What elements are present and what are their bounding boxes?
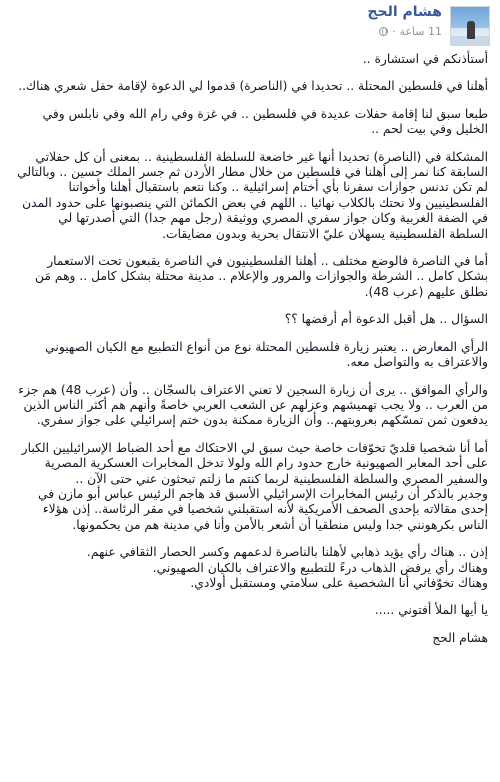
paragraph-2: أهلنا في فلسطين المحتلة .. تحديدا في (الناصرة) قدموا لي الدعوة لإقامة حفل شعري هناك.. [18,79,488,94]
meta-separator: · [391,25,396,38]
paragraph-6: السؤال .. هل أقبل الدعوة أم أرفضها ؟؟ [284,312,488,327]
paragraph-5: أما في الناصرة فالوضع مختلف .. أهلنا الفلسطينيون في الناصرة يقبعون تحت الاستعمار بشكل كامل .. الشرطة والجوازات والمرور والإعلام .. مدينة محتلة بشكل كامل .. وهم مَن نطلق عليهم (عرب 48). [35,254,488,299]
author-name[interactable]: هشام الحج [367,4,442,20]
post-header [0,0,500,48]
post-timestamp[interactable]: 11 ساعة [399,25,442,38]
paragraph-9: أما أنا شخصيا قلديّ تخوّفات خاصة حيث سبق لي الاحتكاك مع أحد الضباط الإسرائيليين الكبار على أحد المعابر الصهيونية خارج حدود رام الله ولولا تدخل المخابرات العسكرية المصرية والسفير المصري والسلطة الفلسطينية لربما كنتم ما زلتم تبحثون عني حتى الآن .. وجدير بالذكر أن رئيس المخابرات الإسرائيلي الأسبق قد هاجم الرئيس عباس أبو مازن في إحدى مقالاته بإحدى الصحف الأمريكية لأنه استقبلني شخصيا في مقر الرئاسة.. إذن هؤلاء الناس بكرهونني جدا وليس منطقيا أن أشعر بالأمن وأنا في مدينة هم من يحكمونها. [21,440,488,532]
globe-icon[interactable] [379,27,388,36]
paragraph-10: إذن .. هناك رأي يؤيد ذهابي لأهلنا بالناصرة لدعمهم وكسر الحصار الثقافي عنهم. وهناك رأي يرفض الذهاب درءً للتطبيع والاعتراف بالكيان الصهيوني. وهناك تخوّفاتي أنا الشخصية على سلامتي ومستقبل أولادي. [86,545,488,590]
paragraph-7: الرأي المعارض .. يعتبر زيارة فلسطين المحتلة نوع من أنواع التطبيع مع الكيان الصهيوني والاعتراف به والتواصل معه. [45,339,488,370]
signature: هشام الحج [432,630,488,645]
paragraph-11: يا أيها الملأ أفتوني ..... [374,603,488,618]
post-meta [379,25,442,38]
paragraph-1: أستأذنكم في استشارة .. [362,52,488,66]
post-body [16,52,488,658]
paragraph-8: والرأي الموافق .. يرى أن زيارة السجين لا تعني الاعتراف بالسجّان .. وأن (عرب 48) هم جزء من العرب .. ولا يجب تهميشهم وعزلهم عن الشعب العربي خاصةً وأنهم هم أكثر الناس الذين يدفعون ثمن تمسّكهم بعروبتهم.. وأن الزيارة ممكنة بدون ختم إسرائيلي على جواز سفري. [18,382,488,428]
paragraph-4: المشكلة في (الناصرة) تحديدا أنها غير خاضعة للسلطة الفلسطينية .. بمعنى أن كل حفلاتي السابقة كنا نمر إلى أهلنا في فلسطين من خلال مطار الأردن ثم جسر الملك حسين .. وبالتالي لم تكن تدنس جوازات سفرنا بأي أختام إسرائيلية .. وكنا نتعم باستقبال أهلنا وأخواتنا الفلسطينيين ولا نحتك بالكلاب نهائيا .. اللهم في بعض الكمائن التي ينصبونها على حدود المدن في الضفة الغربية وكان جواز سفري المصري ووثيقة (رجل مهم جدا) التي أصدرتها لي السلطة الفلسطينية يسهلان عليّ الانتقال بحرية وبدون مضايقات. [17,149,488,241]
author-avatar[interactable] [450,6,490,46]
paragraph-3: طبعا سبق لنا إقامة حفلات عديدة في فلسطين .. في غزة وفي رام الله وفي نابلس وفي الخليل وفي بيت لحم .. [42,106,488,137]
